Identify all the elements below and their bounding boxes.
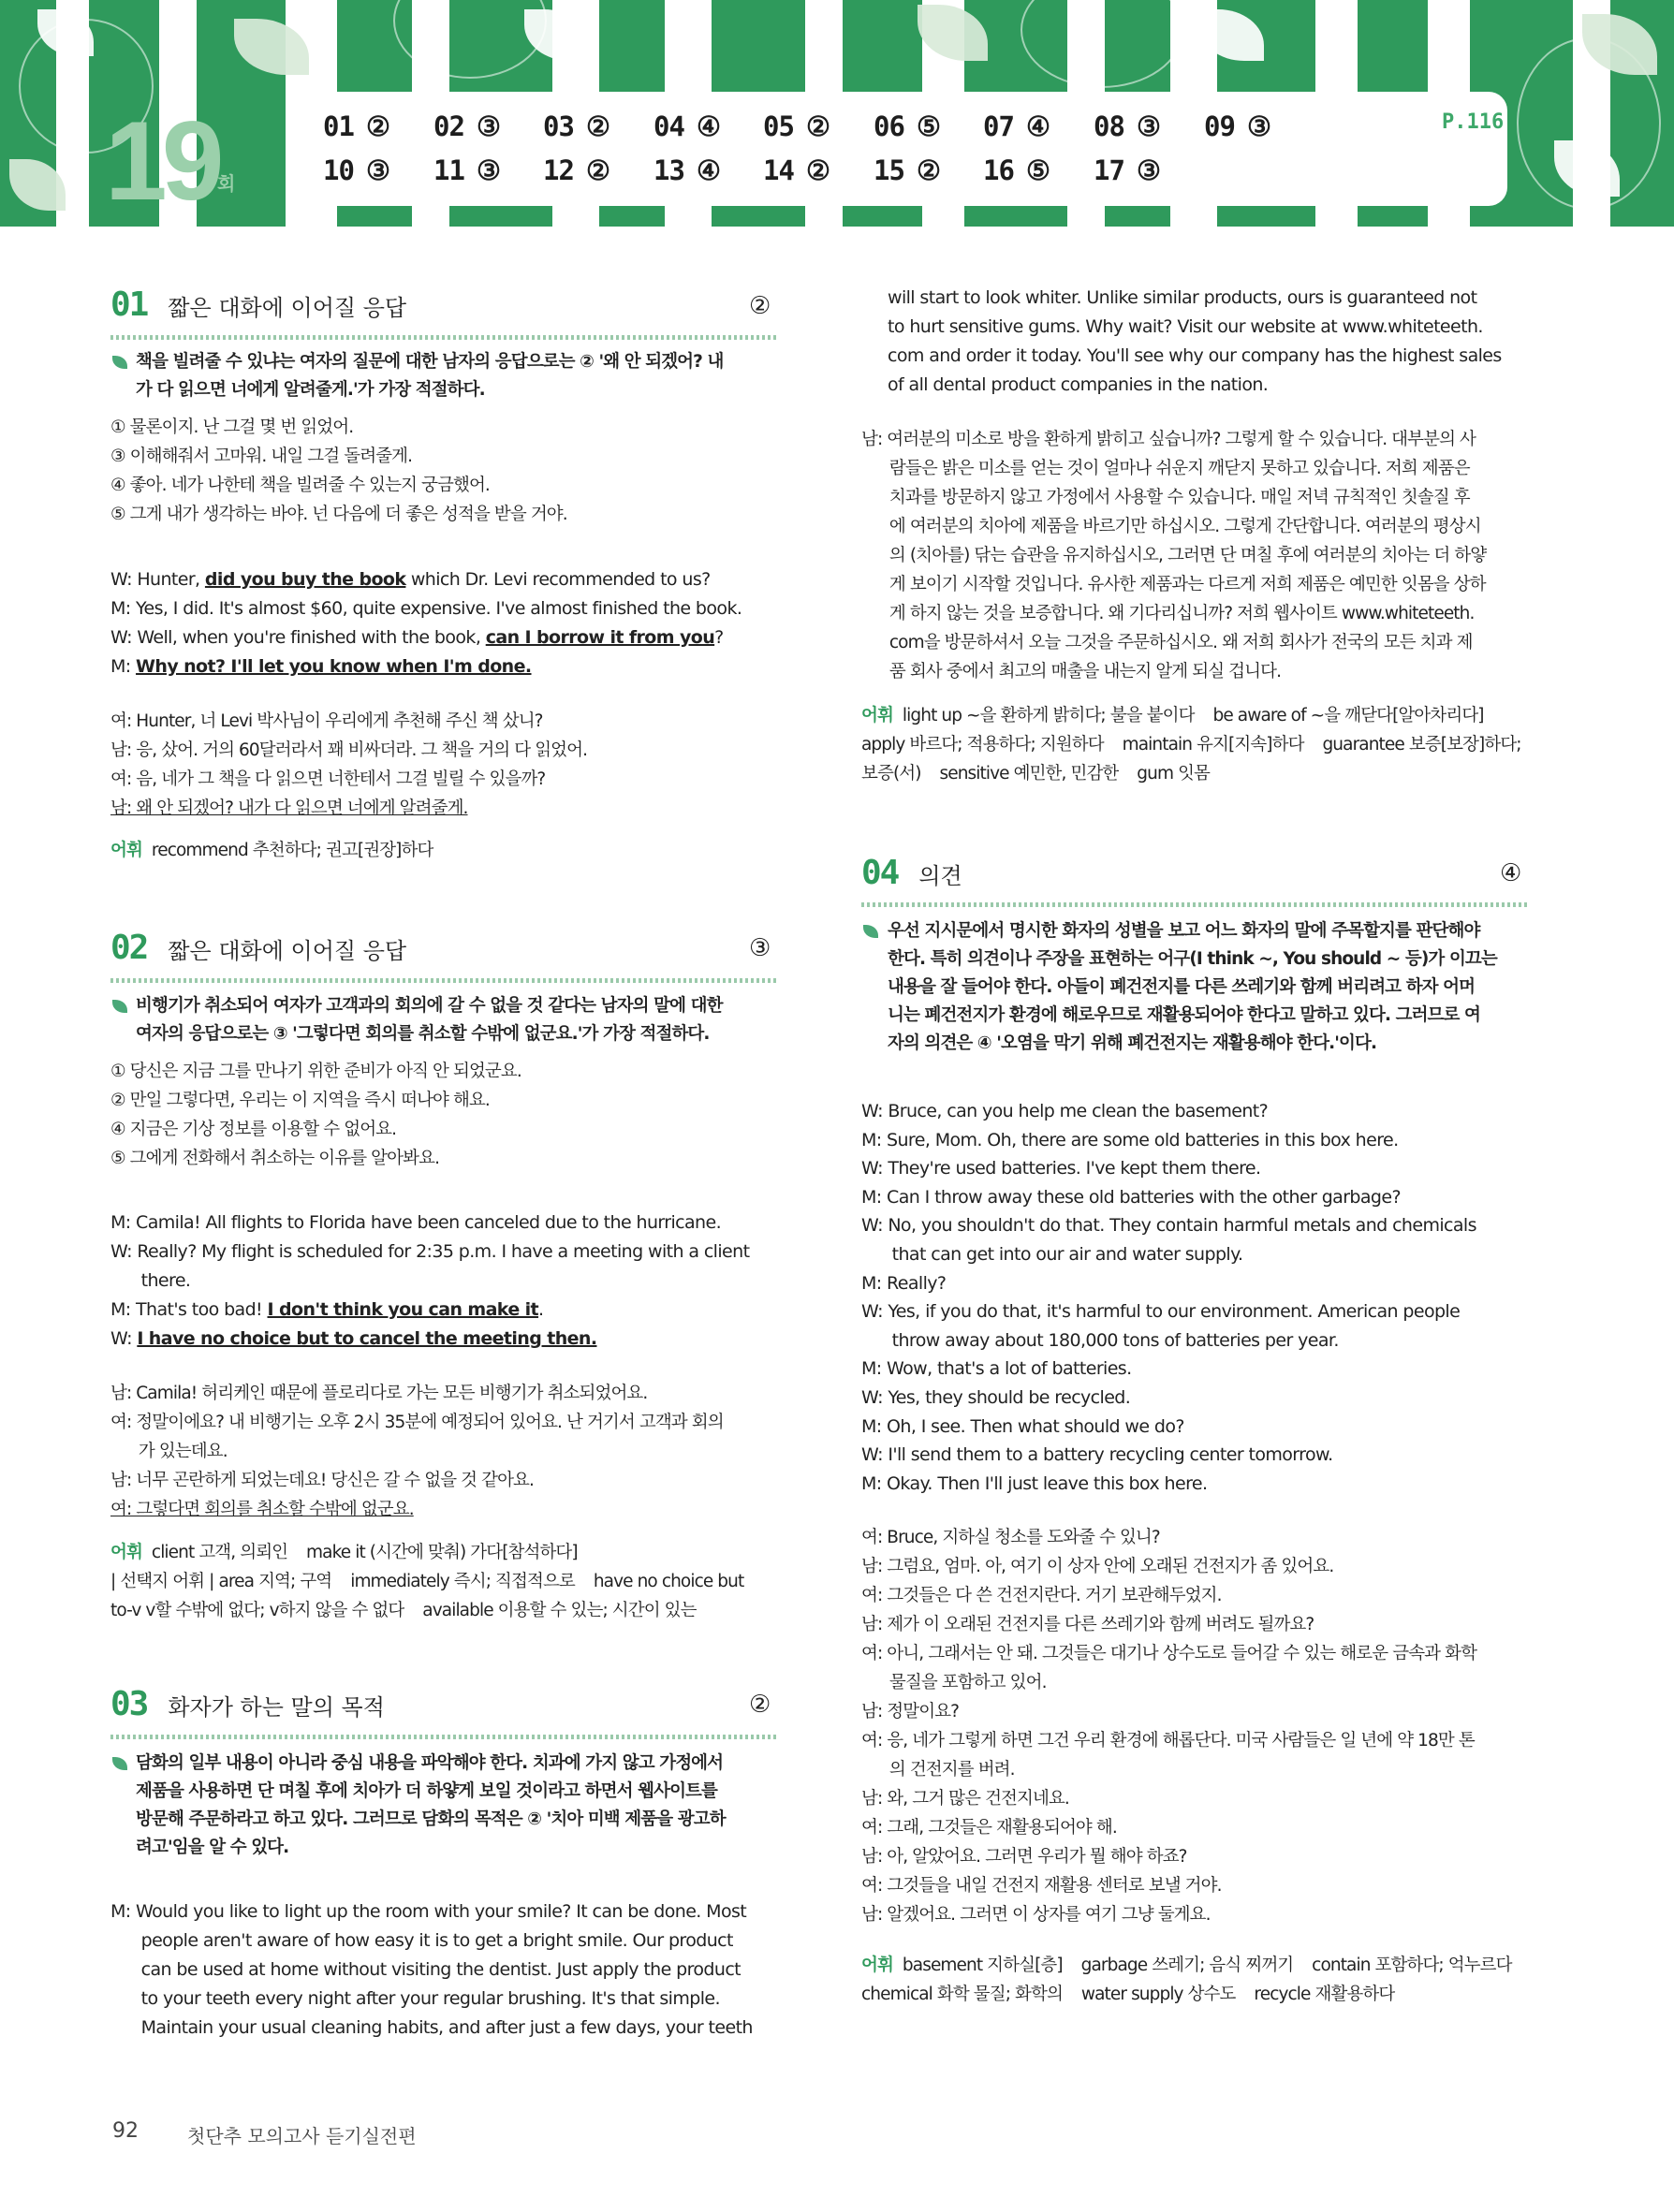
explanation-line: 여자의 응답으로는 ③ '그렇다면 회의를 취소할 수밖에 없군요.'가 가장 적절하다. <box>136 1024 710 1044</box>
page-number: 92 <box>112 2119 139 2143</box>
translation-line: 여: 응, 네가 그렇게 하면 그건 우리 환경에 해롭단다. 미국 사람들은 일 년에 약 18만 톤 <box>861 1731 1475 1751</box>
translation-line: 여: 그렇다면 회의를 취소할 수밖에 없군요. <box>110 1500 414 1519</box>
explanation-line: 제품을 사용하면 단 며칠 후에 치아가 더 하얗게 보일 것이라고 하면서 웹사이트를 <box>136 1781 717 1801</box>
answer-key-choice: ③ <box>1137 110 1160 142</box>
translation-line: 남: 왜 안 되겠어? 내가 다 읽으면 너에게 알려줄게. <box>110 798 468 818</box>
dialogue-line: W: No, you shouldn't do that. They contain harmful metals and chemicals <box>861 1215 1476 1237</box>
dialogue-line: M: Okay. Then I'll just leave this box here. <box>861 1472 1208 1494</box>
dialogue-line: throw away about 180,000 tons of batteries per year. <box>861 1329 1339 1351</box>
answer-key-choice: ③ <box>366 154 389 186</box>
option-line: ⑤ 그게 내가 생각하는 바야. 넌 다음에 더 좋은 성적을 받을 거야. <box>110 505 567 524</box>
answer-key-item: 05 <box>763 110 794 142</box>
explanation-line: 내용을 잘 들어야 한다. 아들이 폐건전지를 다른 쓰레기와 함께 버리려고 하자 어머 <box>888 977 1476 997</box>
leaf-icon <box>863 925 878 938</box>
translation-line: 남: 너무 곤란하게 되었는데요! 당신은 갈 수 없을 것 같아요. <box>110 1471 534 1490</box>
section-title: 화자가 하는 말의 목적 <box>168 1694 385 1721</box>
explanation-line: 비행기가 취소되어 여자가 고객과의 회의에 갈 수 없을 것 같다는 남자의 말에 대한 <box>136 996 723 1016</box>
unit-suffix: 회 <box>217 172 236 195</box>
translation-line: 게 보이기 시작할 것입니다. 유사한 제품과는 다르게 저희 제품은 예민한 잇몸을 상하 <box>861 575 1486 594</box>
option-line: ① 당신은 지금 그를 만나기 위한 준비가 아직 안 되었군요. <box>110 1062 521 1081</box>
option-line: ③ 이해해줘서 고마워. 내일 그걸 돌려줄게. <box>110 447 413 466</box>
explanation-line: 려고'임을 알 수 있다. <box>136 1838 289 1857</box>
vocab-line: 어휘 light up ~을 환하게 밝히다; 불을 붙이다 be aware of ~을 깨닫다[알아차리다] <box>861 706 1484 725</box>
dialogue-line: M: Can I throw away these old batteries with the other garbage? <box>861 1186 1401 1208</box>
dialogue-line: W: They're used batteries. I've kept them there. <box>861 1158 1261 1179</box>
dialogue-line: W: I have no choice but to cancel the meeting then. <box>110 1328 597 1349</box>
translation-line: 가 있는데요. <box>110 1442 228 1461</box>
translation-line: 에 여러분의 치아에 제품을 바르기만 하십시오. 그렇게 간단합니다. 여러분의 평상시 <box>861 517 1481 536</box>
speech-line: com and order it today. You'll see why our company has the highest sales <box>888 345 1502 366</box>
section-answer: ② <box>749 292 771 320</box>
answer-key-item: 14 <box>763 154 794 186</box>
section-divider <box>110 335 777 340</box>
answer-key-item: 15 <box>874 154 904 186</box>
dialogue-line: M: That's too bad! I don't think you can make it. <box>110 1299 544 1320</box>
translation-line: 남: 정말이요? <box>861 1702 960 1721</box>
explanation-line: 방문해 주문하라고 하고 있다. 그러므로 담화의 목적은 ② '치아 미백 제품을 광고하 <box>136 1809 726 1829</box>
speech-line: will start to look whiter. Unlike similar products, ours is guaranteed not <box>888 287 1477 308</box>
answer-key-panel <box>309 92 1507 206</box>
answer-key-item: 10 <box>323 154 354 186</box>
translation-line: 여: 그것들은 다 쓴 건전지란다. 거기 보관해두었지. <box>861 1586 1222 1605</box>
translation-line: 치과를 방문하지 않고 가정에서 사용할 수 있습니다. 매일 저녁 규칙적인 칫솔질 후 <box>861 488 1470 507</box>
answer-key-item: 01 <box>323 110 354 142</box>
explanation-line: 가 다 읽으면 너에게 알려줄게.'가 가장 적절하다. <box>136 380 485 400</box>
section-divider <box>110 1735 777 1739</box>
section-number: 01 <box>110 286 148 324</box>
dialogue-line: W: Yes, they should be recycled. <box>861 1387 1131 1408</box>
answer-key-choice: ④ <box>1026 110 1050 142</box>
answer-key-item: 08 <box>1094 110 1124 142</box>
translation-line: 남: 제가 이 오래된 건전지를 다른 쓰레기와 함께 버려도 될까요? <box>861 1615 1314 1634</box>
speech-line: to your teeth every night after your regular brushing. It's that simple. <box>110 1988 720 2009</box>
explanation-line: 책을 빌려줄 수 있냐는 여자의 질문에 대한 남자의 응답으로는 ② '왜 안 되겠어? 내 <box>136 352 724 372</box>
section-title: 짧은 대화에 이어질 응답 <box>168 295 407 321</box>
section-title: 짧은 대화에 이어질 응답 <box>168 938 407 964</box>
speech-line: people aren't aware of how easy it is to get a bright smile. Our product <box>110 1930 733 1951</box>
section-title: 의견 <box>918 863 962 889</box>
answer-key-item: 09 <box>1204 110 1235 142</box>
book-title: 첫단추 모의고사 듣기실전편 <box>187 2125 417 2147</box>
translation-line: 남: 알겠어요. 그러면 이 상자를 여기 그냥 둘게요. <box>861 1905 1211 1925</box>
section-divider <box>861 902 1528 907</box>
section-number: 03 <box>110 1685 148 1723</box>
translation-line: 여: Hunter, 너 Levi 박사님이 우리에게 추천해 주신 책 샀니? <box>110 711 543 731</box>
dialogue-line: W: Yes, if you do that, it's harmful to our environment. American people <box>861 1301 1461 1323</box>
option-line: ① 물론이지. 난 그걸 몇 번 읽었어. <box>110 417 354 437</box>
answer-key-choice: ② <box>806 154 830 186</box>
section-01-header <box>110 286 406 324</box>
answer-key-item: 11 <box>433 154 464 186</box>
translation-line: 람들은 밝은 미소를 얻는 것이 얼마나 쉬운지 깨닫지 못하고 있습니다. 저희 제품은 <box>861 459 1470 478</box>
option-line: ④ 좋아. 네가 나한테 책을 빌려줄 수 있는지 궁금했어. <box>110 476 490 495</box>
answer-key-item: 13 <box>653 154 684 186</box>
translation-line: 게 하지 않는 것을 보증합니다. 왜 기다리십니까? 저희 웹사이트 www.whiteteeth. <box>861 604 1475 623</box>
leaf-icon <box>112 356 127 369</box>
vocab-line: 어휘 client 고객, 의뢰인 make it (시간에 맞춰) 가다[참석하다] <box>110 1543 578 1562</box>
vocab-line: | 선택지 어휘 | area 지역; 구역 immediately 즉시; 직접적으로 have no choice but <box>110 1572 744 1591</box>
answer-key-item: 03 <box>543 110 574 142</box>
answer-key-item: 06 <box>874 110 904 142</box>
dialogue-line: M: Wow, that's a lot of batteries. <box>861 1358 1132 1380</box>
page-reference: P.116 <box>1442 110 1505 134</box>
answer-key-choice: ② <box>917 154 940 186</box>
translation-line: 의 (치아를) 닦는 습관을 유지하십시오, 그러면 단 며칠 후에 여러분의 치아는 더 하얗 <box>861 546 1487 565</box>
translation-line: 여: 음, 네가 그 책을 다 읽으면 너한테서 그걸 빌릴 수 있을까? <box>110 769 546 789</box>
translation-line: 남: Camila! 허리케인 때문에 플로리다로 가는 모든 비행기가 취소되었어요. <box>110 1384 648 1403</box>
unit-number: 19 <box>105 98 219 224</box>
answer-key-item: 16 <box>983 154 1014 186</box>
dialogue-line: W: Well, when you're finished with the book, can I borrow it from you? <box>110 627 724 648</box>
page-header <box>0 0 1674 227</box>
vocab-line: 보증(서) sensitive 예민한, 민감한 gum 잇몸 <box>861 764 1211 784</box>
answer-key-choice: ② <box>366 110 389 142</box>
translation-line: 여: 그래, 그것들은 재활용되어야 해. <box>861 1818 1117 1838</box>
dialogue-line: M: Yes, I did. It's almost $60, quite expensive. I've almost finished the book. <box>110 598 742 619</box>
vocab-line: chemical 화학 물질; 화학의 water supply 상수도 recycle 재활용하다 <box>861 1985 1395 2004</box>
option-line: ④ 지금은 기상 정보를 이용할 수 없어요. <box>110 1120 397 1139</box>
answer-key-choice: ④ <box>697 110 720 142</box>
answer-key-choice: ④ <box>697 154 720 186</box>
translation-line: 남: 와, 그거 많은 건전지네요. <box>861 1789 1069 1809</box>
section-answer: ② <box>749 1691 771 1719</box>
dialogue-line: M: Camila! All flights to Florida have been canceled due to the hurricane. <box>110 1212 722 1233</box>
speech-line: M: Would you like to light up the room with your smile? It can be done. Most <box>110 1901 747 1922</box>
dialogue-line: M: Sure, Mom. Oh, there are some old batteries in this box here. <box>861 1129 1399 1150</box>
answer-key-choice: ② <box>806 110 830 142</box>
dialogue-line: M: Really? <box>861 1272 947 1294</box>
translation-line: 물질을 포함하고 있어. <box>861 1673 1047 1692</box>
dialogue-line: there. <box>110 1270 191 1291</box>
vocab-line: apply 바르다; 적용하다; 지원하다 maintain 유지[지속]하다 guarantee 보증[보장]하다; <box>861 735 1521 754</box>
vocab-line: to-v v할 수밖에 없다; v하지 않을 수 없다 available 이용할 수 있는; 시간이 있는 <box>110 1601 697 1620</box>
dialogue-line: that can get into our air and water supply. <box>861 1244 1243 1265</box>
section-number: 02 <box>110 929 148 967</box>
answer-key-choice: ③ <box>1247 110 1270 142</box>
section-answer: ③ <box>749 934 771 962</box>
translation-line: 남: 여러분의 미소로 방을 환하게 밝히고 싶습니까? 그렇게 할 수 있습니다. 대부분의 사 <box>861 430 1476 449</box>
speech-line: Maintain your usual cleaning habits, and after just a few days, your teeth <box>110 2017 753 2038</box>
translation-line: 남: 아, 알았어요. 그러면 우리가 뭘 해야 하죠? <box>861 1847 1187 1867</box>
explanation-line: 한다. 특히 의견이나 주장을 표현하는 어구(I think ~, You should ~ 등)가 이끄는 <box>888 949 1497 969</box>
answer-key-item: 12 <box>543 154 574 186</box>
translation-line: 여: 그것들을 내일 건전지 재활용 센터로 보낼 거야. <box>861 1876 1222 1896</box>
explanation-line: 우선 지시문에서 명시한 화자의 성별을 보고 어느 화자의 말에 주목할지를 판단해야 <box>888 921 1480 941</box>
section-number: 04 <box>861 854 899 892</box>
answer-key-choice: ⑤ <box>917 110 940 142</box>
vocab-line: 어휘 recommend 추천하다; 권고[권장]하다 <box>110 841 433 860</box>
speech-line: can be used at home without visiting the dentist. Just apply the product <box>110 1959 742 1980</box>
leaf-icon <box>112 1000 127 1013</box>
answer-key-choice: ③ <box>1137 154 1160 186</box>
section-03-header <box>110 1685 385 1723</box>
translation-line: 남: 그럼요, 엄마. 아, 여기 이 상자 안에 오래된 건전지가 좀 있어요. <box>861 1557 1334 1576</box>
dialogue-line: W: I'll send them to a battery recycling center tomorrow. <box>861 1444 1333 1466</box>
translation-line: 여: 아니, 그래서는 안 돼. 그것들은 대기나 상수도로 들어갈 수 있는 해로운 금속과 화학 <box>861 1644 1477 1663</box>
dialogue-line: M: Why not? I'll let you know when I'm done. <box>110 656 532 677</box>
speech-line: to hurt sensitive gums. Why wait? Visit our website at www.whiteteeth. <box>888 316 1483 337</box>
answer-key-item: 04 <box>653 110 684 142</box>
section-04-header <box>861 854 962 892</box>
explanation-line: 자의 의견은 ④ '오염을 막기 위해 폐건전지는 재활용해야 한다.'이다. <box>888 1033 1377 1053</box>
answer-key-choice: ② <box>586 154 609 186</box>
translation-line: 남: 응, 샀어. 거의 60달러라서 꽤 비싸더라. 그 책을 거의 다 읽었어. <box>110 740 588 760</box>
answer-key-choice: ③ <box>477 110 500 142</box>
explanation-line: 니는 폐건전지가 환경에 해로우므로 재활용되어야 한다고 말하고 있다. 그러므로 여 <box>888 1005 1481 1025</box>
answer-key-item: 17 <box>1094 154 1124 186</box>
answer-key-item: 02 <box>433 110 464 142</box>
speech-line: of all dental product companies in the nation. <box>888 374 1269 395</box>
translation-line: 여: 정말이에요? 내 비행기는 오후 2시 35분에 예정되어 있어요. 난 거기서 고객과 회의 <box>110 1413 724 1432</box>
translation-line: com을 방문하셔서 오늘 그것을 주문하십시오. 왜 저희 회사가 전국의 모든 치과 제 <box>861 633 1473 652</box>
dialogue-line: M: Oh, I see. Then what should we do? <box>861 1415 1184 1437</box>
section-02-header <box>110 929 406 967</box>
answer-key-choice: ② <box>586 110 609 142</box>
leaf-icon <box>112 1757 127 1770</box>
dialogue-line: W: Bruce, can you help me clean the basement? <box>861 1101 1269 1121</box>
answer-key-choice: ③ <box>477 154 500 186</box>
option-line: ⑤ 그에게 전화해서 취소하는 이유를 알아봐요. <box>110 1149 440 1168</box>
dialogue-line: W: Really? My flight is scheduled for 2:35 p.m. I have a meeting with a client <box>110 1241 750 1262</box>
option-line: ② 만일 그렇다면, 우리는 이 지역을 즉시 떠나야 해요. <box>110 1091 490 1110</box>
answer-key-item: 07 <box>983 110 1014 142</box>
vocab-line: 어휘 basement 지하실[층] garbage 쓰레기; 음식 찌꺼기 contain 포함하다; 억누르다 <box>861 1956 1512 1975</box>
translation-line: 품 회사 중에서 최고의 매출을 내는지 알게 되실 겁니다. <box>861 662 1282 681</box>
translation-line: 여: Bruce, 지하실 청소를 도와줄 수 있니? <box>861 1528 1160 1547</box>
answer-key-choice: ⑤ <box>1026 154 1050 186</box>
translation-line: 의 건전지를 버려. <box>861 1760 1015 1780</box>
section-divider <box>110 978 777 983</box>
explanation-line: 담화의 일부 내용이 아니라 중심 내용을 파악해야 한다. 치과에 가지 않고 가정에서 <box>136 1753 724 1773</box>
section-answer: ④ <box>1500 859 1522 887</box>
dialogue-line: W: Hunter, did you buy the book which Dr. Levi recommended to us? <box>110 569 711 590</box>
